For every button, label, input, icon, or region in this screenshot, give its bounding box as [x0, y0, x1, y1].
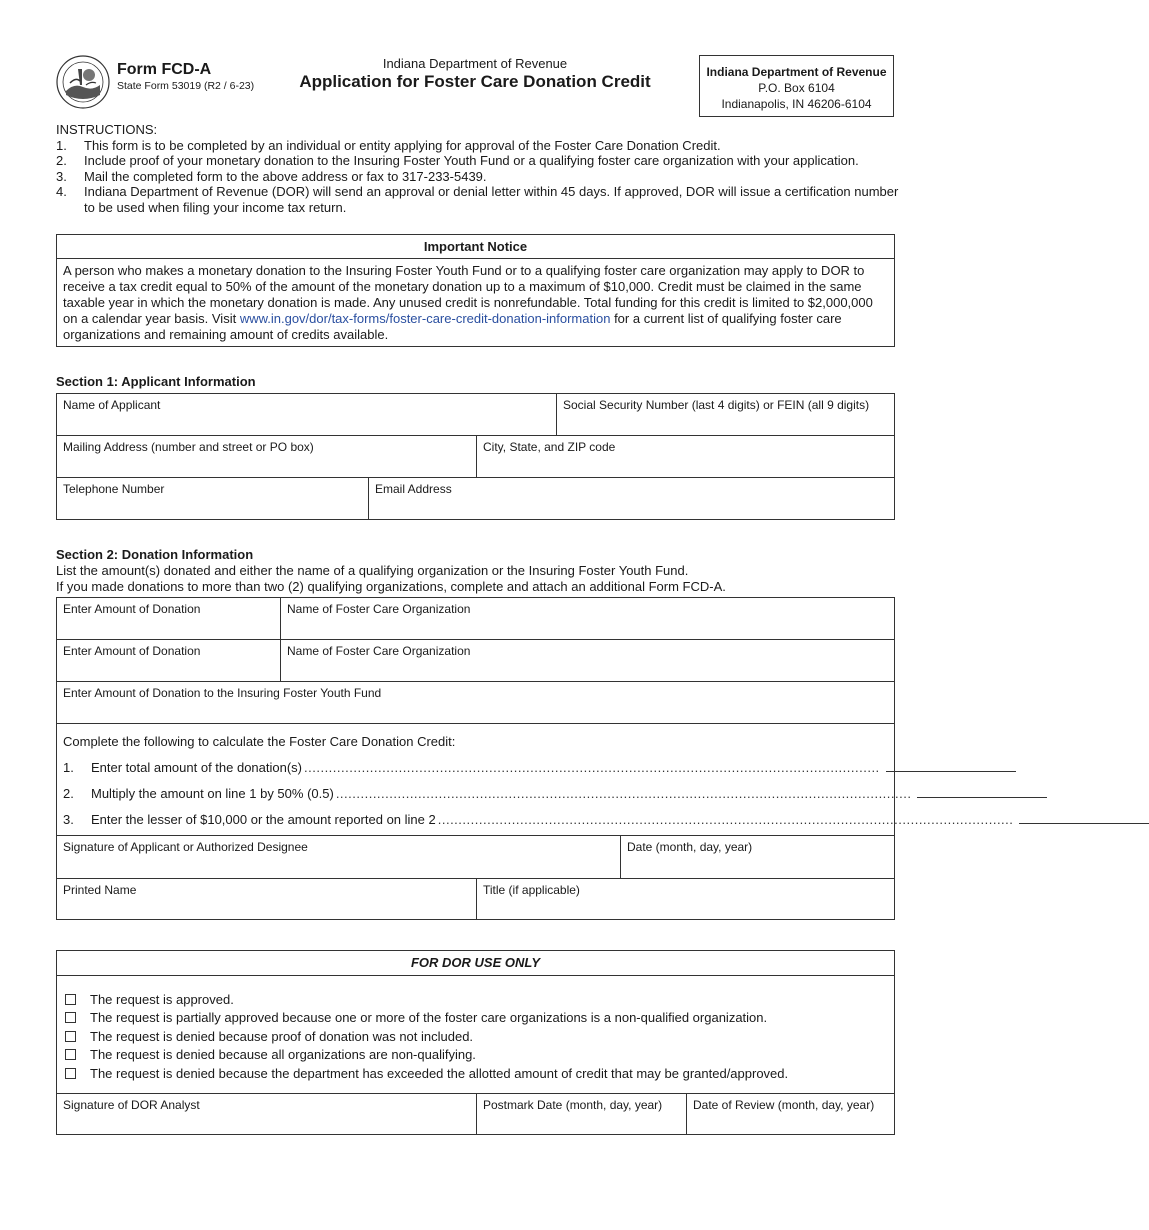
agency-name: Indiana Department of Revenue: [382, 56, 568, 71]
instruction-text: This form is to be completed by an individual or entity applying for approval of the Foster Care Donation Credit.: [84, 137, 721, 153]
field-label: Social Security Number (last 4 digits) or FEIN (all 9 digits): [563, 398, 870, 412]
decision-option: [65, 1009, 886, 1028]
field-label: Telephone Number: [63, 482, 165, 496]
instruction-text: Mail the completed form to the above address or fax to 317-233-5439.: [84, 168, 487, 184]
fund-donation-amount-field[interactable]: [57, 682, 894, 723]
field-label: Printed Name: [63, 883, 137, 897]
leader-dots: ............................................................................................................................................: [335, 786, 912, 801]
field-label: Name of Foster Care Organization: [287, 644, 471, 658]
notice-link[interactable]: www.in.gov/dor/tax-forms/foster-care-credit-donation-information: [239, 311, 611, 326]
email-field[interactable]: [368, 478, 894, 519]
section2-note: List the amount(s) donated and either the name of a qualifying organization or the Insuring Foster Youth Fund.: [56, 563, 689, 578]
form-id: Form FCD-A: [117, 61, 212, 78]
form-title: Application for Foster Care Donation Credit: [299, 72, 651, 91]
field-label: Email Address: [375, 482, 452, 496]
field-label: Enter Amount of Donation: [63, 644, 201, 658]
option-label: The request is denied because proof of donation was not included.: [90, 1028, 474, 1044]
telephone-field[interactable]: [57, 478, 368, 519]
applicant-signature-field[interactable]: [57, 836, 620, 878]
field-label: Postmark Date (month, day, year): [483, 1098, 663, 1112]
notice-body: [57, 259, 894, 347]
decision-option: [65, 990, 886, 1009]
instruction-text: Include proof of your monetary donation to the Insuring Foster Youth Fund or a qualifying foster care organization with your application.: [84, 153, 859, 168]
option-label: The request is denied because the department has exceeded the allotted amount of credit that may be granted/approved.: [90, 1065, 789, 1081]
field-label: Enter Amount of Donation to the Insuring Foster Youth Fund: [63, 686, 382, 700]
mailing-address-box: [699, 55, 894, 117]
decision-option: [65, 1046, 886, 1065]
mailing-address-field[interactable]: [57, 436, 476, 477]
instruction-item: [56, 138, 906, 154]
ssn-fein-field[interactable]: [556, 394, 894, 435]
dor-use-only-box: [56, 950, 895, 1135]
section2-note: If you made donations to more than two (2) qualifying organizations, complete and attach an additional Form FCD-A.: [56, 579, 726, 594]
title-field[interactable]: [476, 879, 894, 920]
dor-decision-options: [57, 976, 894, 1093]
field-label: Signature of Applicant or Authorized Designee: [63, 840, 308, 854]
instructions-heading: INSTRUCTIONS:: [56, 122, 158, 137]
line-text: Enter the lesser of $10,000 or the amount reported on line 2: [91, 812, 436, 827]
instruction-item: [56, 169, 906, 185]
decision-option: [65, 1027, 886, 1046]
organization-name-field[interactable]: [280, 598, 894, 639]
field-label: Date (month, day, year): [627, 840, 753, 854]
calculation-line: [63, 810, 1014, 827]
indiana-state-seal-logo: [56, 55, 110, 109]
donation-amount-field[interactable]: [57, 598, 280, 639]
signature-date-field[interactable]: [620, 836, 894, 878]
line-number: 1.: [63, 760, 74, 775]
field-label: Enter Amount of Donation: [63, 602, 201, 616]
instruction-text: Indiana Department of Revenue (DOR) will send an approval or denial letter within 45 days. If approved, DOR will issue a certification number to be used when filing your income tax return.: [84, 184, 899, 215]
field-label: Title (if applicable): [483, 883, 580, 897]
donation-info-grid: [56, 597, 1014, 920]
instruction-number: 1.: [56, 137, 67, 153]
city-state-zip-field[interactable]: [476, 436, 894, 477]
denied-exceeded-checkbox[interactable]: [65, 1068, 76, 1079]
calculation-line: [63, 758, 888, 775]
line-text: Enter total amount of the donation(s): [91, 760, 303, 775]
notice-title: Important Notice: [57, 235, 894, 259]
state-form-number: State Form 53019 (R2 / 6-23): [117, 80, 255, 92]
address-line2: Indianapolis, IN 46206-6104: [721, 97, 872, 111]
section2-heading: Section 2: Donation Information: [56, 547, 254, 562]
address-agency: Indiana Department of Revenue: [706, 65, 887, 79]
leader-dots: ............................................................................................................................................: [304, 760, 880, 775]
instructions: [56, 122, 906, 215]
line-2-input[interactable]: [917, 784, 1047, 798]
field-label: Mailing Address (number and street or PO box): [63, 440, 314, 454]
instruction-item: [56, 184, 906, 215]
line-3-input[interactable]: [1019, 810, 1149, 824]
approved-checkbox[interactable]: [65, 994, 76, 1005]
option-label: The request is approved.: [90, 991, 234, 1007]
notice-text-end: for a current list of qualifying foster care organizations and remaining amount of credits available.: [63, 311, 842, 342]
dor-analyst-signature-field[interactable]: [57, 1094, 476, 1135]
instruction-number: 3.: [56, 168, 67, 184]
address-line1: P.O. Box 6104: [758, 81, 835, 95]
calculation-line: [63, 784, 912, 801]
credit-calculation: [57, 723, 1014, 835]
review-date-field[interactable]: [686, 1094, 894, 1135]
calculation-heading: Complete the following to calculate the Foster Care Donation Credit:: [63, 734, 456, 749]
instruction-number: 4.: [56, 184, 67, 199]
field-label: Signature of DOR Analyst: [63, 1098, 200, 1112]
notice-text: A person who makes a monetary donation to the Insuring Foster Youth Fund or to a qualifying foster care organization may apply to DOR to receive a tax credit equal to 50% of the amount of the monetary donation up to a maximum of $10,000. Credit must be claimed in the same taxable year in which the monetary donation is made. Any unused credit is nonrefundable. Total funding for this credit is limited to $2,000,000 on a calendar year basis. Visit: [63, 263, 873, 326]
applicant-name-field[interactable]: [57, 394, 556, 435]
instruction-number: 2.: [56, 153, 67, 168]
donation-amount-field[interactable]: [57, 640, 280, 681]
field-label: Name of Applicant: [63, 398, 161, 412]
field-label: City, State, and ZIP code: [483, 440, 616, 454]
field-label: Name of Foster Care Organization: [287, 602, 471, 616]
printed-name-field[interactable]: [57, 879, 476, 920]
line-1-input[interactable]: [886, 758, 1016, 772]
option-label: The request is denied because all organizations are non-qualifying.: [90, 1047, 476, 1063]
denied-non-qualifying-checkbox[interactable]: [65, 1049, 76, 1060]
field-label: Date of Review (month, day, year): [693, 1098, 875, 1112]
dor-title: FOR DOR USE ONLY: [57, 951, 894, 976]
section1-heading: Section 1: Applicant Information: [56, 374, 256, 389]
line-number: 2.: [63, 786, 74, 801]
dor-signature-row: [57, 1093, 894, 1135]
option-label: The request is partially approved because one or more of the foster care organizations is a non-qualified organization.: [90, 1010, 768, 1026]
applicant-info-grid: [56, 393, 895, 520]
leader-dots: ............................................................................................................................................: [437, 812, 1014, 827]
postmark-date-field[interactable]: [476, 1094, 686, 1135]
organization-name-field[interactable]: [280, 640, 894, 681]
instruction-item: [56, 153, 906, 169]
important-notice-box: [56, 234, 895, 347]
line-number: 3.: [63, 812, 74, 827]
partially-approved-checkbox[interactable]: [65, 1012, 76, 1023]
decision-option: [65, 1064, 886, 1083]
line-text: Multiply the amount on line 1 by 50% (0.5): [91, 786, 334, 801]
denied-no-proof-checkbox[interactable]: [65, 1031, 76, 1042]
